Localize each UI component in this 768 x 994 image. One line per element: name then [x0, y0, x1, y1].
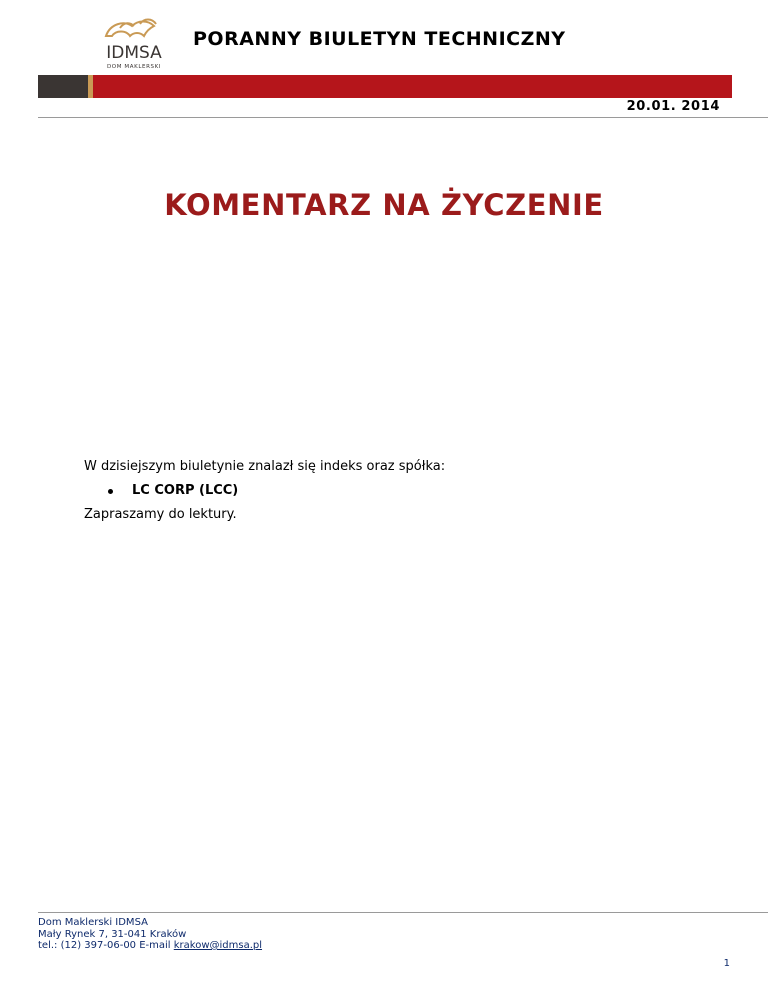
- footer-phone: tel.: (12) 397-06-00 E-mail: [38, 940, 174, 951]
- idmsa-logo: [96, 14, 172, 72]
- bullet-icon: [108, 489, 113, 494]
- logo-tagline: DOM MAKLERSKI: [106, 64, 162, 70]
- email-link[interactable]: krakow@idmsa.pl: [173, 940, 263, 951]
- intro-text: W dzisiejszym biuletynie znalazł się indeks oraz spółka:: [84, 459, 446, 474]
- outro-text: Zapraszamy do lektury.: [84, 507, 237, 522]
- list-item: [84, 483, 238, 498]
- bulletin-title: PORANNY BIULETYN TECHNICZNY: [193, 28, 566, 50]
- bull-bear-logo-icon: [96, 14, 172, 72]
- logo-wordmark: IDMSA: [106, 43, 162, 63]
- header-color-bar: [38, 75, 732, 98]
- page-number: 1: [723, 958, 730, 969]
- bar-dark-segment: [38, 75, 88, 98]
- bar-red-segment: [93, 75, 732, 98]
- footer-contact: [38, 940, 262, 952]
- footer-address: Mały Rynek 7, 31-041 Kraków: [38, 928, 187, 940]
- list-item-label: LC CORP (LCC): [132, 483, 239, 498]
- bulletin-date: 20.01. 2014: [626, 99, 720, 114]
- page-title: KOMENTARZ NA ŻYCZENIE: [164, 188, 604, 222]
- header-divider: [38, 117, 768, 118]
- company-list: [84, 483, 238, 498]
- footer-divider: [38, 912, 768, 913]
- footer: [38, 917, 262, 952]
- footer-company: Dom Maklerski IDMSA: [38, 917, 148, 928]
